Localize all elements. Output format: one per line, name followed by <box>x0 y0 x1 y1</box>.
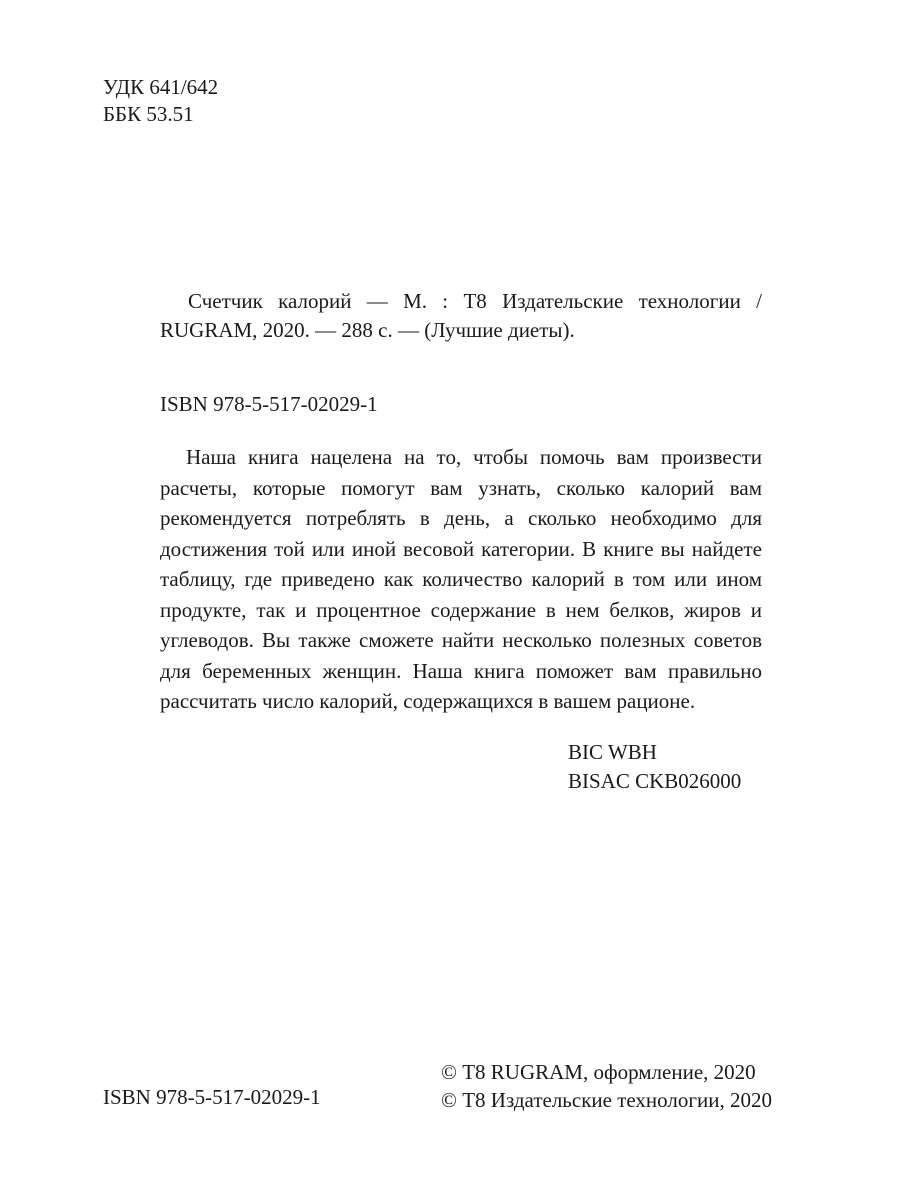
subject-codes <box>568 738 741 796</box>
annotation: Наша книга нацелена на то, чтобы помочь вам произвести расчеты, которые помогут вам узнать, сколько калорий вам рекомендуется потреблять в день, а сколько необходимо для достижения той или иной весовой категории. В книге вы найдете таблицу, где приведено как количество калорий в том или ином продукте, так и процентное содержание в нем белков, жиров и углеводов. Вы также сможете найти несколько полезных советов для беременных женщин. Наша книга поможет вам правильно рассчитать число калорий, содержащихся в вашем рационе. <box>160 445 762 713</box>
bic-code: BIC WBH <box>568 740 657 764</box>
bbk-code: ББК 53.51 <box>103 102 194 126</box>
copyright-notices <box>441 1058 772 1114</box>
classification-codes <box>103 74 218 128</box>
bibliographic-record: Счетчик калорий — М. : Т8 Издательские технологии / RUGRAM, 2020. — 288 с. — (Лучшие диеты). <box>160 289 762 342</box>
copyright-publisher: © Т8 Издательские технологии, 2020 <box>441 1088 772 1112</box>
isbn: ISBN 978-5-517-02029-1 <box>160 392 378 416</box>
copyright-design: © Т8 RUGRAM, оформление, 2020 <box>441 1060 756 1084</box>
footer-isbn: ISBN 978-5-517-02029-1 <box>103 1085 321 1109</box>
udk-code: УДК 641/642 <box>103 75 219 99</box>
bisac-code: BISAC CKB026000 <box>568 769 742 793</box>
